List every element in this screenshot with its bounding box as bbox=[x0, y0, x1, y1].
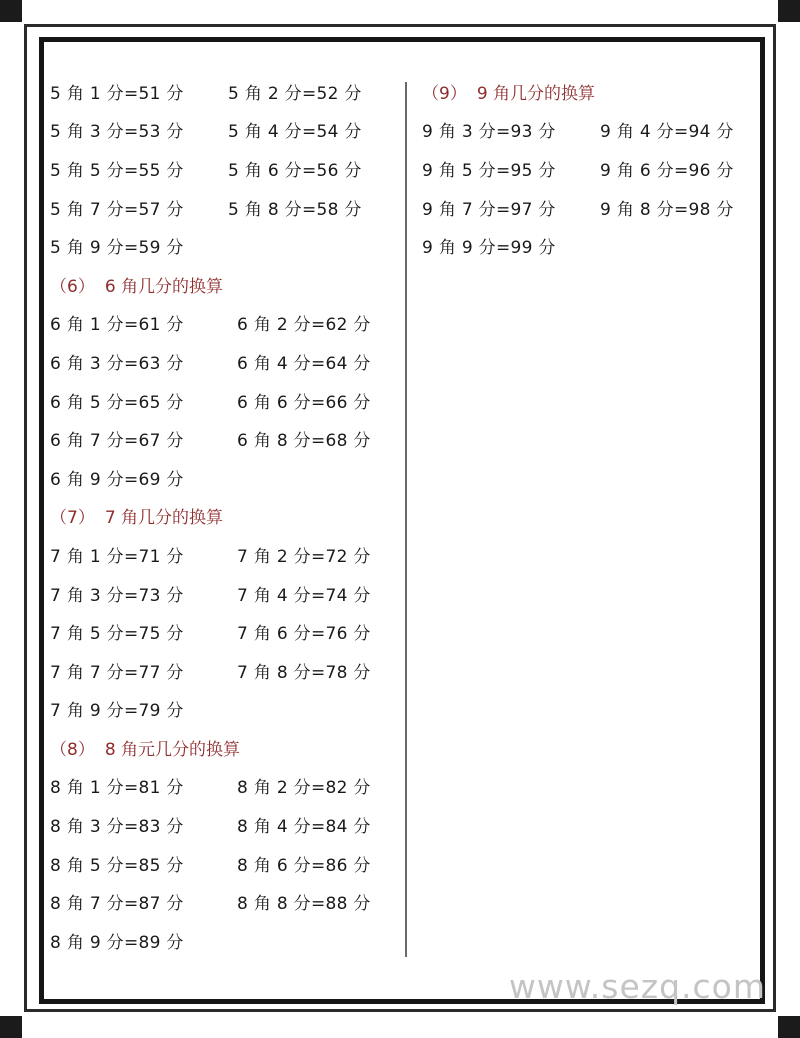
corner-mark-top-right bbox=[778, 0, 800, 22]
conversion-item: 6 角 7 分=67 分 bbox=[50, 431, 184, 452]
conversion-item: 5 角 2 分=52 分 bbox=[228, 83, 362, 104]
conversion-item: 7 角 5 分=75 分 bbox=[50, 624, 184, 645]
conversion-row bbox=[50, 226, 400, 265]
conversion-item: 7 角 1 分=71 分 bbox=[50, 546, 184, 567]
conversion-item: 7 角 7 分=77 分 bbox=[50, 662, 184, 683]
conversion-item: 6 角 4 分=64 分 bbox=[237, 353, 371, 374]
conversion-row bbox=[50, 188, 400, 227]
conversion-item: 9 角 7 分=97 分 bbox=[422, 199, 556, 220]
conversion-item: 5 角 6 分=56 分 bbox=[228, 160, 362, 181]
conversion-item: 6 角 5 分=65 分 bbox=[50, 392, 184, 413]
right-column bbox=[422, 72, 752, 265]
conversion-item: 5 角 1 分=51 分 bbox=[50, 83, 184, 104]
conversion-item: 8 角 7 分=87 分 bbox=[50, 894, 184, 915]
conversion-item: 8 角 5 分=85 分 bbox=[50, 855, 184, 876]
section-number: （6） bbox=[50, 276, 95, 297]
conversion-item: 6 角 2 分=62 分 bbox=[237, 315, 371, 336]
conversion-item: 8 角 9 分=89 分 bbox=[50, 932, 184, 953]
conversion-item: 7 角 6 分=76 分 bbox=[237, 624, 371, 645]
corner-mark-bottom-left bbox=[0, 1016, 22, 1038]
conversion-item: 6 角 6 分=66 分 bbox=[237, 392, 371, 413]
conversion-row bbox=[50, 767, 400, 806]
conversion-item: 9 角 9 分=99 分 bbox=[422, 238, 556, 259]
conversion-item: 5 角 9 分=59 分 bbox=[50, 238, 184, 259]
conversion-item: 6 角 1 分=61 分 bbox=[50, 315, 184, 336]
conversion-item: 5 角 4 分=54 分 bbox=[228, 122, 362, 143]
conversion-item: 5 角 8 分=58 分 bbox=[228, 199, 362, 220]
conversion-item: 5 角 3 分=53 分 bbox=[50, 122, 184, 143]
conversion-row bbox=[50, 72, 400, 111]
conversion-item: 7 角 3 分=73 分 bbox=[50, 585, 184, 606]
conversion-row bbox=[50, 612, 400, 651]
conversion-item: 5 角 5 分=55 分 bbox=[50, 160, 184, 181]
conversion-row bbox=[50, 844, 400, 883]
conversion-item: 5 角 7 分=57 分 bbox=[50, 199, 184, 220]
section-heading bbox=[50, 728, 400, 767]
section-title: 7 角几分的换算 bbox=[104, 508, 224, 529]
conversion-row bbox=[50, 574, 400, 613]
watermark: www.sezq.com bbox=[508, 967, 766, 1006]
conversion-row bbox=[50, 458, 400, 497]
section-heading bbox=[50, 497, 400, 536]
conversion-item: 7 角 2 分=72 分 bbox=[237, 546, 371, 567]
conversion-item: 8 角 3 分=83 分 bbox=[50, 817, 184, 838]
conversion-row bbox=[422, 226, 752, 265]
conversion-row bbox=[422, 111, 752, 150]
conversion-row bbox=[50, 381, 400, 420]
conversion-row bbox=[422, 149, 752, 188]
conversion-item: 6 角 3 分=63 分 bbox=[50, 353, 184, 374]
conversion-item: 8 角 4 分=84 分 bbox=[237, 817, 371, 838]
section-heading bbox=[422, 72, 752, 111]
left-column bbox=[50, 72, 400, 960]
section-heading bbox=[50, 265, 400, 304]
conversion-row bbox=[50, 342, 400, 381]
section-number: （9） bbox=[422, 83, 467, 104]
conversion-item: 7 角 9 分=79 分 bbox=[50, 701, 184, 722]
conversion-row bbox=[50, 882, 400, 921]
conversion-row bbox=[422, 188, 752, 227]
section-title: 9 角几分的换算 bbox=[476, 83, 596, 104]
conversion-item: 8 角 1 分=81 分 bbox=[50, 778, 184, 799]
conversion-item: 8 角 6 分=86 分 bbox=[237, 855, 371, 876]
conversion-row bbox=[50, 690, 400, 729]
section-title: 6 角几分的换算 bbox=[104, 276, 224, 297]
corner-mark-top-left bbox=[0, 0, 22, 22]
conversion-item: 9 角 4 分=94 分 bbox=[600, 122, 734, 143]
conversion-row bbox=[50, 921, 400, 960]
conversion-item: 9 角 6 分=96 分 bbox=[600, 160, 734, 181]
column-divider bbox=[405, 82, 407, 957]
conversion-item: 7 角 8 分=78 分 bbox=[237, 662, 371, 683]
conversion-row bbox=[50, 111, 400, 150]
conversion-row bbox=[50, 651, 400, 690]
conversion-item: 6 角 9 分=69 分 bbox=[50, 469, 184, 490]
corner-mark-bottom-right bbox=[778, 1016, 800, 1038]
conversion-item: 8 角 2 分=82 分 bbox=[237, 778, 371, 799]
section-title: 8 角元几分的换算 bbox=[104, 739, 241, 760]
section-number: （7） bbox=[50, 508, 95, 529]
conversion-item: 9 角 8 分=98 分 bbox=[600, 199, 734, 220]
conversion-row bbox=[50, 535, 400, 574]
conversion-item: 8 角 8 分=88 分 bbox=[237, 894, 371, 915]
conversion-row bbox=[50, 805, 400, 844]
conversion-item: 6 角 8 分=68 分 bbox=[237, 431, 371, 452]
conversion-row bbox=[50, 149, 400, 188]
section-number: （8） bbox=[50, 739, 95, 760]
conversion-item: 9 角 3 分=93 分 bbox=[422, 122, 556, 143]
conversion-item: 7 角 4 分=74 分 bbox=[237, 585, 371, 606]
conversion-item: 9 角 5 分=95 分 bbox=[422, 160, 556, 181]
conversion-row bbox=[50, 419, 400, 458]
conversion-row bbox=[50, 304, 400, 343]
